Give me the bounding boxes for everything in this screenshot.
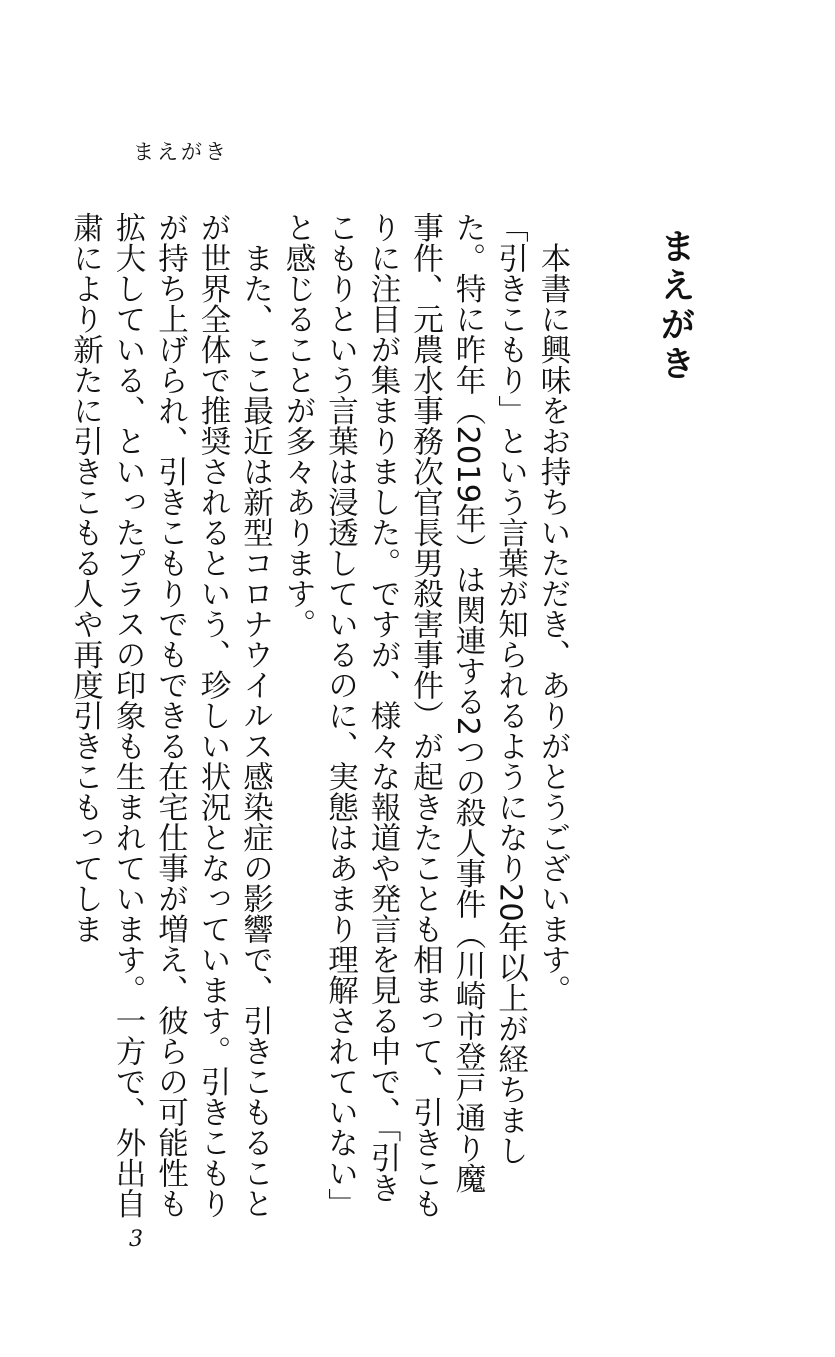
chapter-title: まえがき — [655, 228, 695, 384]
body-text — [63, 212, 573, 1222]
paragraph: 「引きこもり」という言葉が知られるようになり20年以上が経ちました。特に昨年（2019年）は関連する2つの殺人事件（川崎市登戸通り魔事件、元農水事務次官長男殺害事件）が起きたことも相まって、引きこもりに注目が集まりました。ですが、様々な報道や発言を見る中で、「引きこもりという言葉は浸透しているのに、実態はあまり理解されていない」と感じることが多々あります。 — [280, 212, 528, 1219]
paragraph: また、ここ最近は新型コロナウイルス感染症の影響で、引きこもることが世界全体で推奨されるという、珍しい状況となっています。引きこもりが持ち上げられ、引きこもりでもできる在宅仕事が増え、彼らの可能性も拡大している、といったプラスの印象も生まれています。一方で、外出自粛により新たに引きこもる人や再度引きこもってしま — [67, 212, 273, 1219]
paragraph: 本書に興味をお持ちいただき、ありがとうございます。 — [535, 212, 570, 1005]
running-head: まえがき — [133, 140, 229, 164]
page-number: 3 — [129, 1227, 143, 1252]
